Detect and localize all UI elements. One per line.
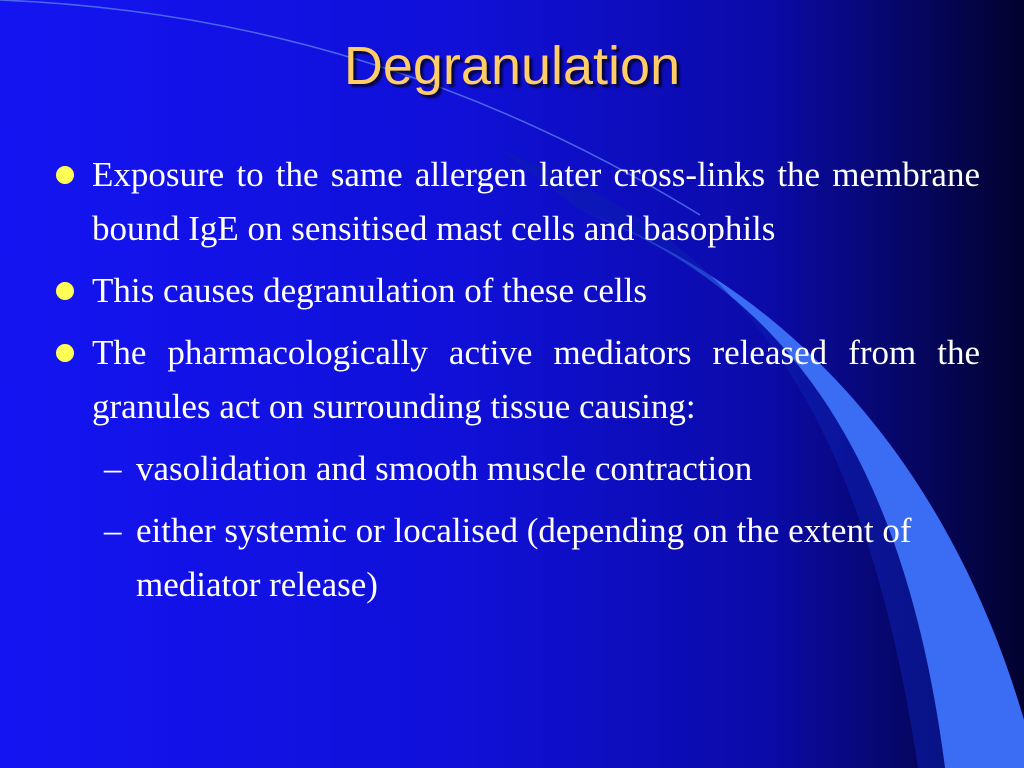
bullet-dot-icon <box>56 166 74 184</box>
sub-bullet-item <box>104 442 980 496</box>
bullet-item <box>56 148 980 256</box>
dash-marker: – <box>104 449 122 488</box>
sub-bullet-text: vasolidation and smooth muscle contraction <box>136 449 753 488</box>
bullet-item <box>56 264 980 318</box>
slide-body <box>56 148 980 620</box>
slide-title: Degranulation <box>343 36 681 96</box>
bullet-dot-icon <box>56 282 74 300</box>
bullet-item <box>56 326 980 434</box>
bullet-dot-icon <box>56 344 74 362</box>
sub-bullet-item <box>104 504 980 612</box>
bullet-text: This causes degranulation of these cells <box>92 271 647 310</box>
bullet-text: The pharmacologically active mediators released from the granules act on surrounding tissue causing: <box>92 333 980 426</box>
sub-bullet-text: either systemic or localised (depending on the extent of mediator release) <box>136 511 912 604</box>
bullet-text: Exposure to the same allergen later cross-links the membrane bound IgE on sensitised mast cells and basophils <box>92 155 980 248</box>
dash-marker: – <box>104 511 122 550</box>
